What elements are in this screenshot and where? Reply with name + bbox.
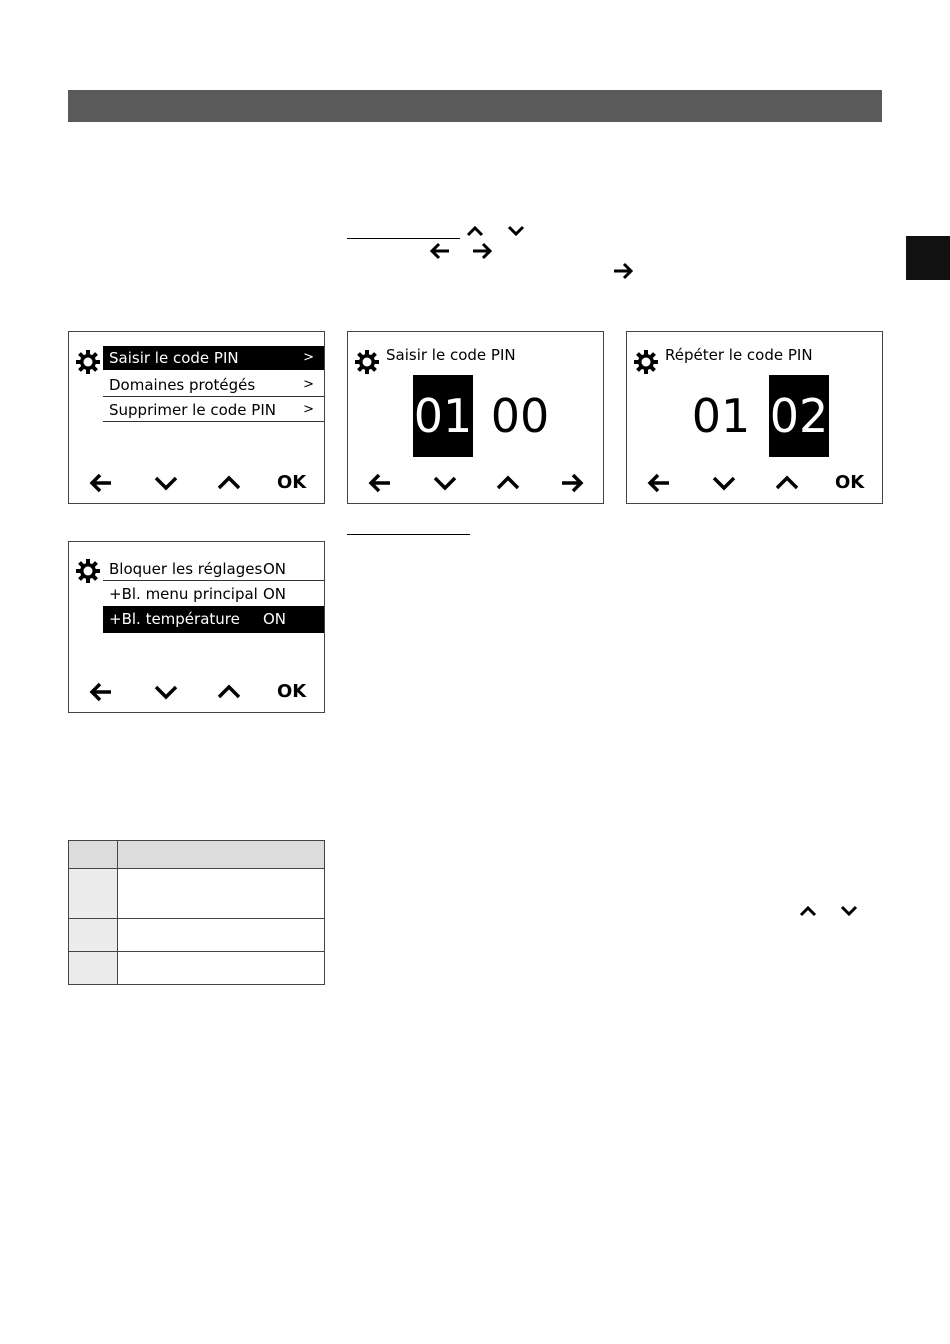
table-cell [118, 869, 325, 919]
gear-icon [75, 349, 101, 375]
pin-digit-2[interactable]: 02 [769, 375, 829, 457]
gear-icon [354, 349, 380, 375]
arrow-left-icon[interactable] [645, 469, 673, 497]
chevron-down-icon[interactable] [152, 678, 180, 706]
ok-button[interactable]: OK [277, 472, 307, 493]
toggle-value: ON [263, 585, 287, 603]
menu-item-protected-areas[interactable]: Domaines protégés > [103, 373, 324, 397]
chevron-down-icon[interactable] [710, 469, 738, 497]
chevron-up-icon [796, 900, 820, 922]
menu-item-delete-pin[interactable]: Supprimer le code PIN > [103, 398, 324, 422]
table-cell [118, 952, 325, 985]
chevron-up-icon[interactable] [215, 678, 243, 706]
underline-rule [347, 238, 460, 239]
menu-item-enter-pin[interactable]: Saisir le code PIN > [103, 346, 324, 370]
ok-button[interactable]: OK [277, 681, 307, 702]
table-cell [69, 869, 118, 919]
chevron-right-icon: > [303, 350, 314, 365]
chevron-up-icon [463, 220, 487, 242]
screen-title: Saisir le code PIN [386, 346, 516, 364]
table-header-cell [69, 841, 118, 869]
table-cell [69, 952, 118, 985]
softkey-bar [69, 469, 324, 497]
chevron-down-icon [504, 220, 528, 242]
softkey-bar [627, 469, 882, 497]
arrow-left-icon[interactable] [87, 469, 115, 497]
softkey-bar [69, 678, 324, 706]
table-header-row [69, 841, 325, 869]
arrow-right-icon[interactable] [558, 469, 586, 497]
section-header-bar [68, 90, 882, 122]
toggle-value: ON [263, 610, 287, 628]
menu-item-lock-settings[interactable]: Bloquer les réglages ON [103, 557, 324, 581]
underline-rule [347, 534, 470, 535]
arrow-right-icon [611, 260, 635, 282]
screen-repeat-pin [626, 331, 883, 504]
pin-digit-2[interactable]: 00 [490, 389, 550, 443]
table-row [69, 919, 325, 952]
table-header-cell [118, 841, 325, 869]
menu-item-lock-temperature[interactable]: +Bl. température ON [103, 606, 324, 633]
gear-icon [75, 558, 101, 584]
screen-lock-settings [68, 541, 325, 713]
pin-digit-1[interactable]: 01 [691, 389, 751, 443]
table-row [69, 869, 325, 919]
menu-item-lock-main-menu[interactable]: +Bl. menu principal ON [103, 582, 324, 606]
table-cell [69, 919, 118, 952]
gear-icon [633, 349, 659, 375]
pin-digit-1[interactable]: 01 [413, 375, 473, 457]
chevron-up-icon[interactable] [494, 469, 522, 497]
toggle-value: ON [263, 560, 287, 578]
ok-button[interactable]: OK [835, 472, 865, 493]
arrow-right-icon [470, 240, 494, 262]
info-table [68, 840, 325, 985]
screen-enter-pin [347, 331, 604, 504]
chevron-down-icon [837, 900, 861, 922]
arrow-left-icon[interactable] [87, 678, 115, 706]
chevron-right-icon: > [303, 402, 314, 417]
chapter-tab [906, 236, 950, 280]
chevron-up-icon[interactable] [215, 469, 243, 497]
chevron-down-icon[interactable] [152, 469, 180, 497]
screen-pin-menu [68, 331, 325, 504]
arrow-left-icon [428, 240, 452, 262]
table-row [69, 952, 325, 985]
chevron-up-icon[interactable] [773, 469, 801, 497]
screen-title: Répéter le code PIN [665, 346, 813, 364]
chevron-right-icon: > [303, 377, 314, 392]
chevron-down-icon[interactable] [431, 469, 459, 497]
softkey-bar [348, 469, 603, 497]
arrow-left-icon[interactable] [366, 469, 394, 497]
table-cell [118, 919, 325, 952]
